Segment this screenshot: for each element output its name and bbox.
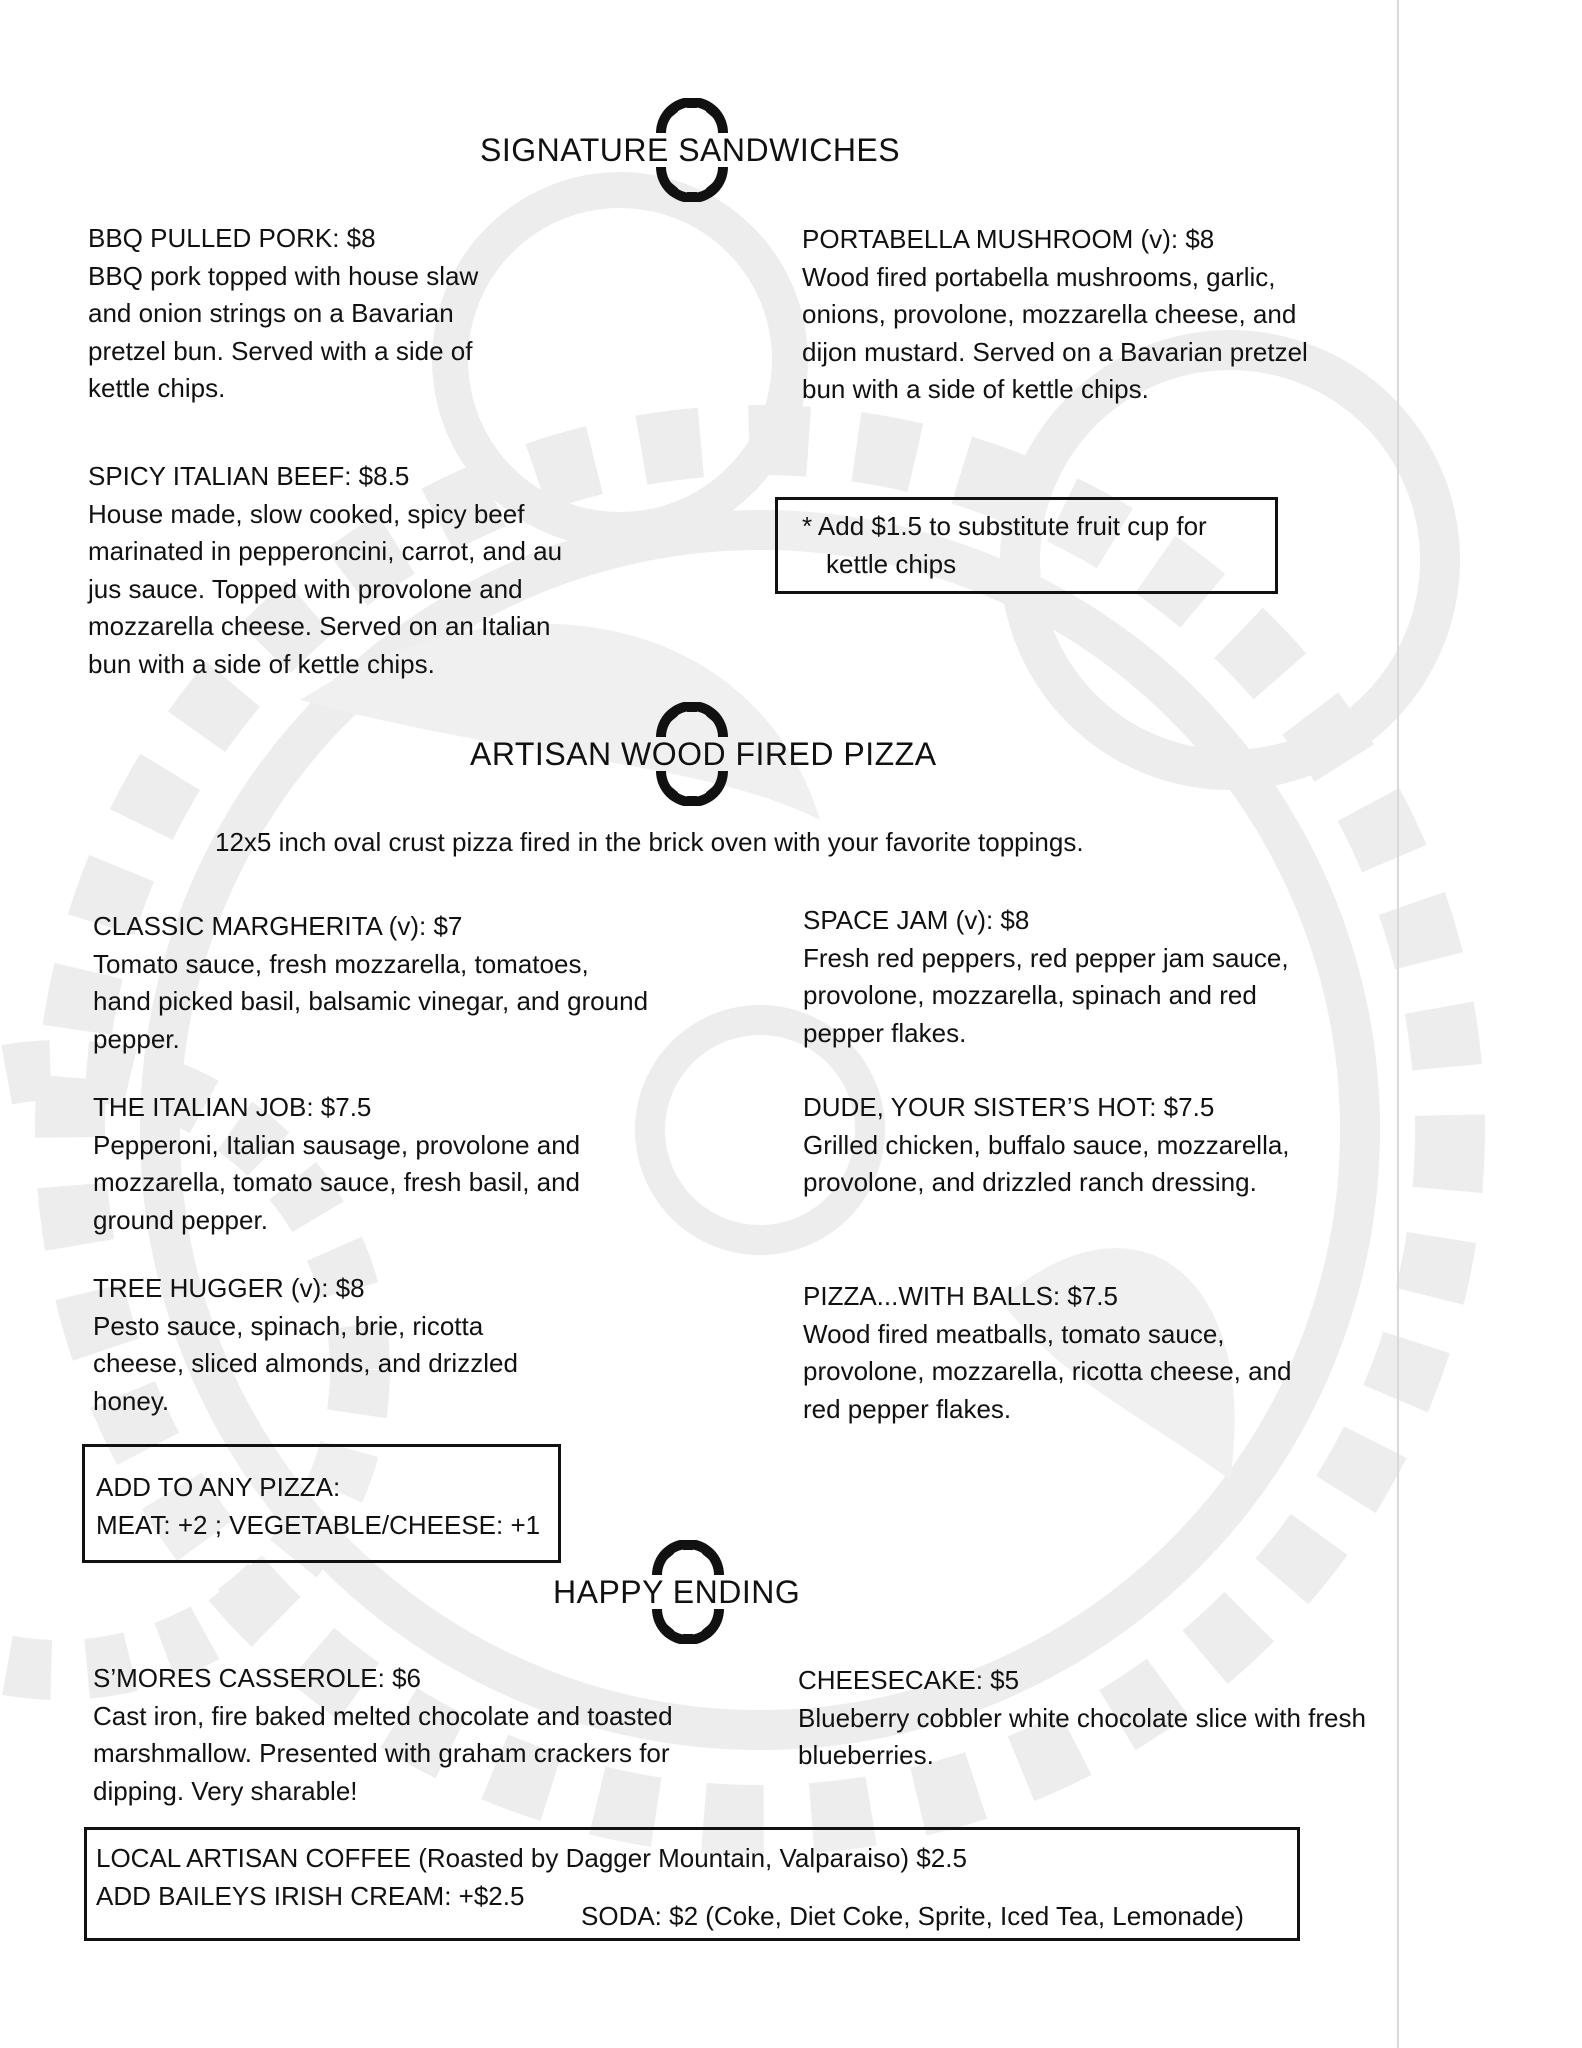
note-line: kettle chips (826, 548, 957, 579)
item-description: Cast iron, fire baked melted chocolate and toasted marshmallow. Presented with graham crackers for dipping. Very sharable! (93, 1700, 673, 1806)
item-name: SPACE JAM (v): $8 (803, 905, 1030, 935)
baileys-line: ADD BAILEYS IRISH CREAM: +$2.5 (96, 1880, 525, 1911)
section-title-sandwiches: SIGNATURE SANDWICHES (480, 132, 901, 168)
item-name: PORTABELLA MUSHROOM (v): $8 (802, 224, 1215, 254)
item-name: DUDE, YOUR SISTER’S HOT: $7.5 (803, 1092, 1215, 1122)
menu-item-classic-margherita (93, 908, 653, 1058)
menu-item-cheesecake (798, 1662, 1368, 1775)
item-description: Pepperoni, Italian sausage, provolone and mozzarella, tomato sauce, fresh basil, and ground pepper. (93, 1129, 581, 1235)
item-name: CLASSIC MARGHERITA (v): $7 (93, 911, 463, 941)
item-name: TREE HUGGER (v): $8 (93, 1273, 365, 1303)
menu-item-bbq-pulled-pork (88, 220, 488, 408)
addons-line: ADD TO ANY PIZZA: (96, 1472, 341, 1502)
soda-line: SODA: $2 (Coke, Diet Coke, Sprite, Iced Tea, Lemonade) (581, 1901, 1244, 1931)
drinks-box (84, 1827, 1300, 1941)
item-description: Wood fired meatballs, tomato sauce, provolone, mozzarella, ricotta cheese, and red pepper flakes. (803, 1318, 1292, 1424)
pizza-addons-box (82, 1444, 561, 1563)
section-title-dessert: HAPPY ENDING (553, 1574, 801, 1610)
item-description: Grilled chicken, buffalo sauce, mozzarella, provolone, and drizzled ranch dressing. (803, 1129, 1290, 1197)
menu-item-smores-casserole (93, 1660, 693, 1810)
fruit-cup-note-box (775, 497, 1278, 594)
menu-item-the-italian-job (93, 1089, 653, 1239)
item-name: THE ITALIAN JOB: $7.5 (93, 1092, 372, 1122)
item-description: Wood fired portabella mushrooms, garlic, onions, provolone, mozzarella cheese, and dijon mustard. Served on a Bavarian pretzel bun with a side of kettle chips. (802, 261, 1308, 404)
item-name: PIZZA...WITH BALLS: $7.5 (803, 1281, 1118, 1311)
item-name: SPICY ITALIAN BEEF: $8.5 (88, 461, 410, 491)
menu-item-tree-hugger (93, 1270, 573, 1420)
section-title-pizza: ARTISAN WOOD FIRED PIZZA (470, 736, 937, 772)
item-name: BBQ PULLED PORK: $8 (88, 223, 376, 253)
menu-item-portabella-mushroom (802, 221, 1312, 409)
item-description: Blueberry cobbler white chocolate slice with fresh blueberries. (798, 1702, 1366, 1770)
item-name: S’MORES CASSEROLE: $6 (93, 1663, 421, 1693)
item-description: Tomato sauce, fresh mozzarella, tomatoes, hand picked basil, balsamic vinegar, and ground pepper. (93, 948, 649, 1054)
addons-line: MEAT: +2 ; VEGETABLE/CHEESE: +1 (96, 1509, 541, 1540)
note-line: * Add $1.5 to substitute fruit cup for (802, 511, 1207, 541)
item-description: House made, slow cooked, spicy beef marinated in pepperoncini, carrot, and au jus sauce. Topped with provolone and mozzarella cheese. Served on an Italian bun with a side of kettle chips. (88, 498, 563, 679)
menu-item-pizza-with-balls (803, 1278, 1303, 1428)
menu-item-spicy-italian-beef (88, 458, 588, 683)
right-page-rule (1397, 0, 1399, 2048)
item-description: BBQ pork topped with house slaw and onion strings on a Bavarian pretzel bun. Served with a side of kettle chips. (88, 260, 479, 403)
pizza-intro: 12x5 inch oval crust pizza fired in the brick oven with your favorite toppings. (215, 827, 1084, 857)
item-description: Fresh red peppers, red pepper jam sauce, provolone, mozzarella, spinach and red pepper flakes. (803, 942, 1289, 1048)
menu-item-dude-your-sisters-hot (803, 1089, 1303, 1202)
item-name: CHEESECAKE: $5 (798, 1665, 1020, 1695)
item-description: Pesto sauce, spinach, brie, ricotta cheese, sliced almonds, and drizzled honey. (93, 1310, 518, 1416)
coffee-line: LOCAL ARTISAN COFFEE (Roasted by Dagger Mountain, Valparaiso) $2.5 (96, 1843, 967, 1873)
menu-item-space-jam (803, 902, 1303, 1052)
